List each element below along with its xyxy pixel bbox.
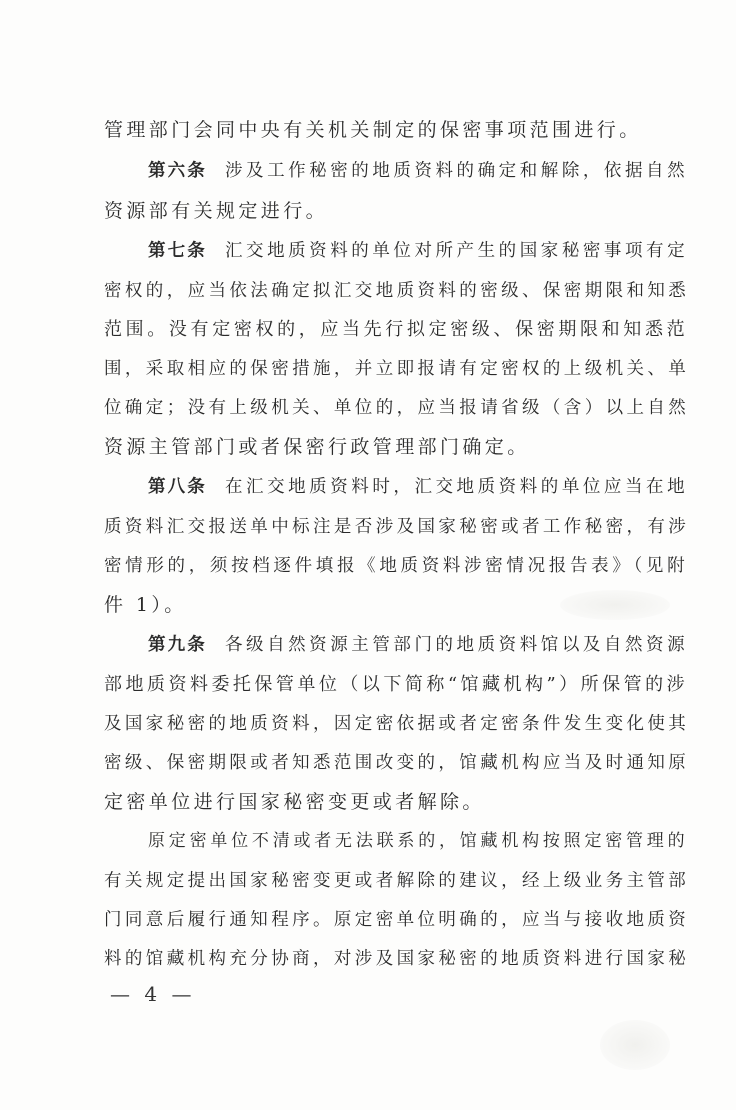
article-line <box>148 236 688 266</box>
text-line: 位确定；没有上级机关、单位的，应当报请省级（含）以上自然 <box>104 398 690 418</box>
text-line: 部地质资料委托保管单位（以下简称“馆藏机构”）所保管的涉 <box>104 674 688 695</box>
article-number: 第八条 <box>148 477 207 497</box>
text-line: 定密单位进行国家秘密变更或者解除。 <box>104 791 485 813</box>
text-line: 原定密单位不清或者无法联系的，馆藏机构按照定密管理的 <box>148 831 688 851</box>
text-line: 围，采取相应的保密措施，并立即报请有定密权的上级机关、单 <box>104 359 690 379</box>
scan-smudge <box>600 1020 670 1070</box>
text-line: 料的馆藏机构充分协商，对涉及国家秘密的地质资料进行国家秘 <box>104 949 690 969</box>
text-line: 密级、保密期限或者知悉范围改变的，馆藏机构应当及时通知原 <box>104 753 690 773</box>
page-number: — 4 — <box>110 982 196 1006</box>
text-line: 范围。没有定密权的，应当先行拟定密级、保密期限和知悉范 <box>104 319 688 340</box>
text-run: 涉及工作秘密的地质资料的确定和解除，依据自然 <box>224 161 688 181</box>
text-line: 密权的，应当依法确定拟汇交地质资料的密级、保密期限和知悉 <box>104 281 690 301</box>
article-number: 第九条 <box>148 635 207 655</box>
text-run: 各级自然资源主管部门的地质资料馆以及自然资源 <box>224 635 688 655</box>
article-number: 第六条 <box>148 161 207 181</box>
text-line: 管理部门会同中央有关机关制定的保密事项范围进行。 <box>104 119 642 141</box>
text-run: 汇交地质资料的单位对所产生的国家秘密事项有定 <box>224 241 688 261</box>
text-line: 件 1）。 <box>104 594 187 616</box>
text-line: 质资料汇交报送单中标注是否涉及国家秘密或者工作秘密，有涉 <box>104 517 690 537</box>
text-line: 门同意后履行通知程序。原定密单位明确的，应当与接收地质资 <box>104 910 690 930</box>
text-line: 资源主管部门或者保密行政管理部门确定。 <box>104 436 530 458</box>
text-line: 及国家秘密的地质资料，因定密依据或者定密条件发生变化使其 <box>104 714 690 734</box>
text-line: 密情形的，须按档逐件填报《地质资料涉密情况报告表》（见附 <box>104 556 688 576</box>
text-line: 有关规定提出国家秘密变更或者解除的建议，经上级业务主管部 <box>104 871 690 891</box>
article-line <box>148 472 688 502</box>
article-line <box>148 156 688 186</box>
text-run: 在汇交地质资料时，汇交地质资料的单位应当在地 <box>224 477 688 497</box>
article-line <box>148 630 688 660</box>
text-line: 资源部有关规定进行。 <box>104 200 329 222</box>
article-number: 第七条 <box>148 241 207 261</box>
